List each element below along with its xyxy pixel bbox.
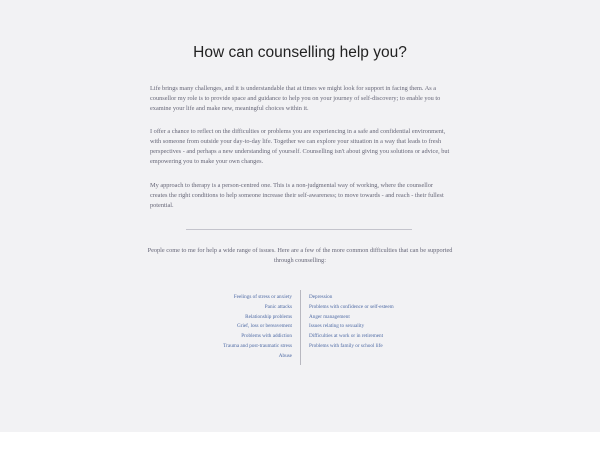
approach-paragraph: My approach to therapy is a person-centred one. This is a non-judgmental way of working, where the counsellor creates the right conditions to help someone increase their self-awareness; to move towards - and reach - their fullest potential. [150,182,444,209]
section-divider [186,229,412,230]
list-item: Trauma and post-traumatic stress [223,342,292,349]
reflect-paragraph: I offer a chance to reflect on the difficulties or problems you are experiencing in a safe and confidential environment, with someone from outside your day-to-day life. Together we can explore your situation in a way that leads to fresh perspectives - and perhaps a new understanding of yourself. Counselling isn't about giving you solutions or advice, but empowering you to make your own changes. [150,128,450,165]
issues-list-left [180,293,292,362]
list-item: Anger management [309,313,350,320]
list-item: Panic attacks [264,303,292,310]
list-item: Abuse [278,352,292,359]
list-item: Issues relating to sexuality [309,323,365,330]
issues-intro: People come to me for help a wide range of issues. Here are a few of the more common difficulties that can be supported through counselling: [147,247,453,264]
list-item: Problems with confidence or self-esteem [309,303,394,310]
list-item: Depression [309,294,333,300]
list-item: Grief, loss or bereavement [236,323,292,330]
list-item: Difficulties at work or in retirement [309,333,384,340]
list-item: Feelings of stress or anxiety [233,294,292,300]
issues-list-right [309,293,449,352]
list-item: Problems with family or school life [309,342,383,349]
intro-paragraph: Life brings many challenges, and it is understandable that at times we might look for support in facing them. As a counsellor my role is to provide space and guidance to help you on your journey of self-discovery; to enable you to examine your life and make new, meaningful choices within it. [150,85,441,112]
issues-column-divider [300,290,301,365]
list-item: Relationship problems [245,313,292,320]
list-item: Problems with addiction [241,333,292,340]
page-title: How can counselling help you? [193,44,407,61]
